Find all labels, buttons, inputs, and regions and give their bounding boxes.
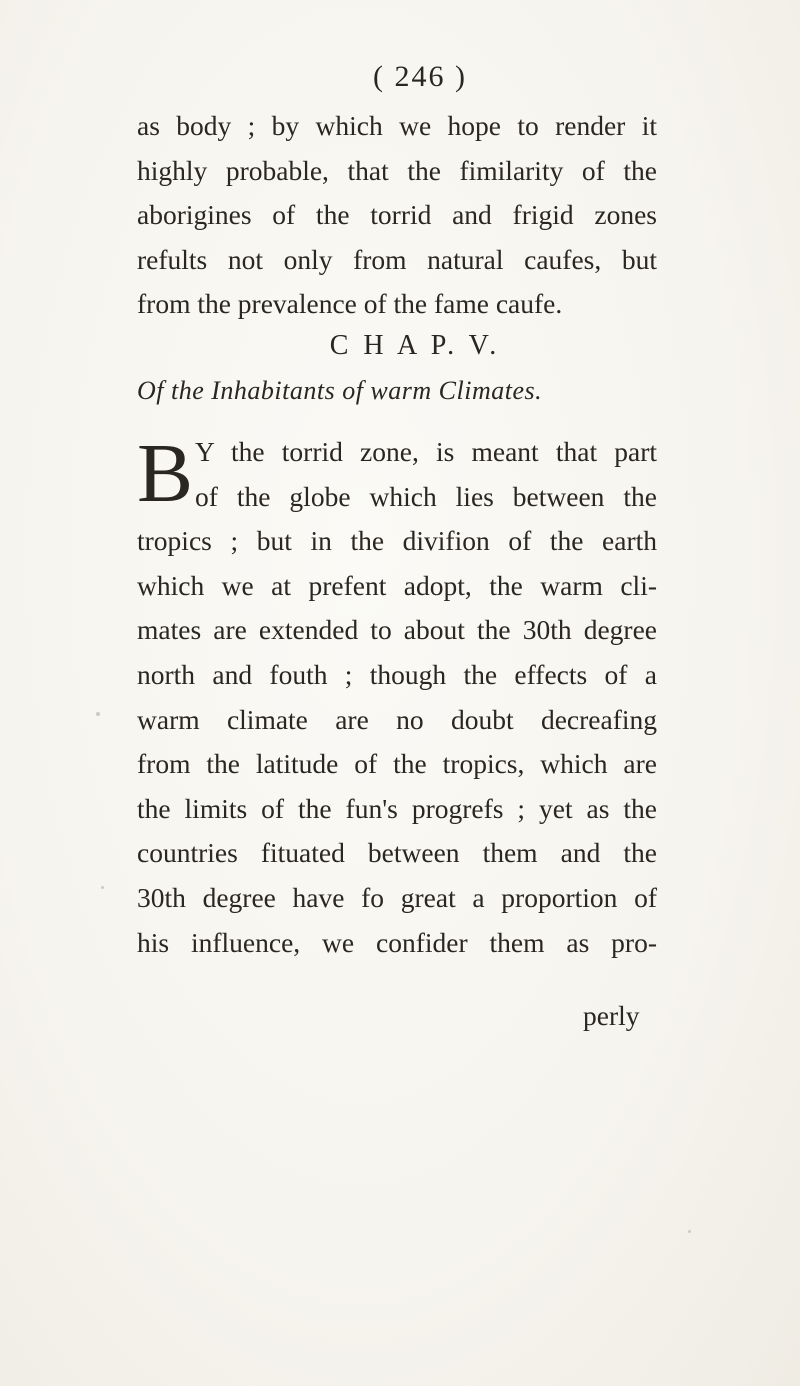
text-line: from the latitude of the tropics, which are (137, 748, 657, 780)
dropcap-lines (137, 427, 657, 520)
paper-speck (688, 1230, 691, 1233)
page-number: ( 246 ) (373, 60, 467, 93)
main-paragraph (137, 427, 657, 965)
text-line: Y the torrid zone, is meant that part (195, 436, 657, 467)
text-line: north and fouth ; though the effects of a (137, 658, 657, 690)
text-line: 30th degree have fo great a proportion of (137, 881, 657, 913)
text-line: refults not only from natural caufes, but (137, 243, 657, 275)
text-line: highly probable, that the fimilarity of the (137, 154, 657, 186)
text-line: as body ; by which we hope to render it (137, 110, 657, 141)
text-line: aborigines of the torrid and frigid zones (137, 199, 657, 231)
paper-speck (96, 712, 100, 716)
drop-cap: B (137, 427, 194, 520)
text-line: warm climate are no doubt decreafing (137, 703, 657, 735)
paper-speck (101, 886, 104, 889)
text-line: mates are extended to about the 30th degree (137, 614, 657, 646)
text-line: his influence, we confider them as pro- (137, 926, 657, 958)
chapter-subtitle: Of the Inhabitants of warm Climates. (137, 376, 543, 405)
text-line: countries fituated between them and the (137, 837, 657, 869)
text-line: the limits of the fun's progrefs ; yet as the (137, 792, 657, 824)
text-line: of the globe which lies between the (195, 480, 657, 512)
catchword: perly (583, 1000, 640, 1031)
text-line: from the prevalence of the fame caufe. (137, 288, 563, 320)
chapter-heading: C H A P. V. (329, 330, 501, 361)
text-line: tropics ; but in the divifion of the earth (137, 525, 657, 557)
intro-paragraph (137, 104, 657, 327)
text-line: which we at prefent adopt, the warm cli- (137, 569, 657, 601)
